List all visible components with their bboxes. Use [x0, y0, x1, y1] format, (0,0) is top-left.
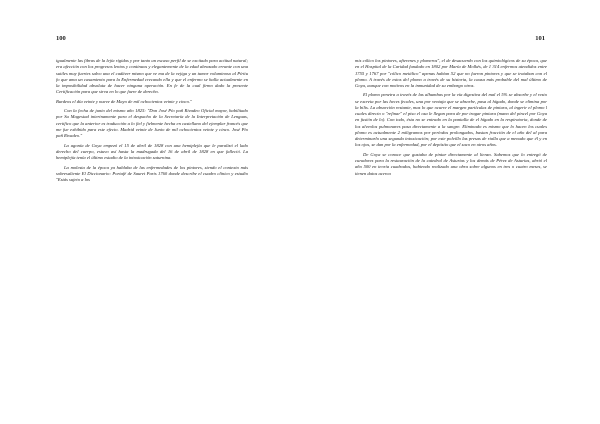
- paragraph: La agonía de Goya empezó el 15 de abril de 1828 con una hemiplejía que le paralizó el lado derecho del cuerpo, estuvo así hasta la madrugada del 16 de abril de 1828 en que falleció. La hemiplejía tenía el último estadio de la intoxicación saturnina.: [56, 142, 248, 161]
- right-page: [300, 0, 600, 424]
- paragraph: Con la fecha de junio del mismo año 1825: "Don José Pío pañ Rivadeo Oficial mayor, habilitado por Su Magestad interinamente para el despacho de la Secretaría de la Interpretación de Lenguas, certifico que la anterior es traducción a lo fiel y fielmente hecha en castellano del ejemplar francés que me fue exhibido para este efecto. Madrid veinte de Junio de mil ochocientos veinte y cinco. José Pío pañ Rivadeo.": [56, 108, 248, 139]
- page-number: 101: [535, 35, 545, 42]
- page-number: 100: [56, 35, 66, 42]
- paragraph: La molesta de la época ya hablaba de las enfermedades de los pintores, siendo el contexto más sobresaliente El Diccionario: Portafé de Sauret Paris 1760 donde describe el cuadro clínico y estudio "Estás sujeto a los: [56, 164, 248, 182]
- paragraph: mis cólico los pintores, afterenes y plomeros", el de desacuerdo con los quimiológicos de su época, que en el Hospital de la Caridad fundado en 1802 por María de Molkés, de 1 314 enfermos atendidos entre 1755 y 1767 por "cólico metálico" apenas habían 52 que no fueron pintores y que se trataban con el plomo. A través de estos del plomo a través de su historia, la causa más probable del mal último de Goya, aunque con motivos en la inmunidad de su embargo otros.: [355, 58, 547, 88]
- paragraph: igualmente las fibras de la lejía rígidas y por tanto un escaso perfil de se excitado para actitud natural; era afección con los progresos lentos y continuos y elegantemente de la edad abrazado errante con una sutiles muy fuertes salvo una el cadáver mismo que ve ma de la vejiga y un tumor voluminoso al Píritu fo que ama un casamiento para la Enfermedad crecando ella y que el enfermo se halla actualmente en la imposibilidad absoluta de hacer ninguna operación. En fe de la cual firmo dado la presente Certificación para que sirva en lo que fuere de derecho.: [56, 58, 248, 95]
- paragraph: Burdeos el día veinte y nueve de Mayo de mil ochocientos veinte y cinco.": [56, 98, 192, 104]
- page-body: [56, 58, 248, 186]
- page-body: [355, 58, 547, 180]
- paragraph: De Goya se conoce que gustaba de pintar directamente al lienzo. Sabemos que lo entregó de curadores para la restauración de la catedral de Asturias y los demás de Pérez de Asturias, abrió el año 500 en teoría cuadrados, habiendo realizado una obra sobre algunos en tres o cuatro meses, se tienen datos acerca: [355, 151, 547, 176]
- paragraph: El plomo penetra a través de las alhumbas por la vía digestiva del mal el 5% se absorbe y el resto se excreta por las heces fecales, una por ventaja que se absorbe, pasa al hígado, donde se elimina por la bilis. La absorción restante, mas lo que ocurre el margen partículas de pintura, al ingerir el plomo l cuales directo o "refinar" el piso el osa le llegan para de por tragar pintura (mano del pincel por Goya en fusión de lo). Con todo, ésta no se entrado en la pantalla de el hígado en la respiratoria, donde de los alveolos pulmonares pasa directamente a la sangre. Eliminado es mismo que lo hacen los cuales plomo es actualmente 2 miligramos por períodos prolongados, bastan fracción de el año del al para determinarlo una segunda intoxicación; por este polvillo las presas de rialla que a menudo que él y en los ojos, se dan por la enfermedad, por el depósito que el saco en otros años.: [355, 92, 547, 148]
